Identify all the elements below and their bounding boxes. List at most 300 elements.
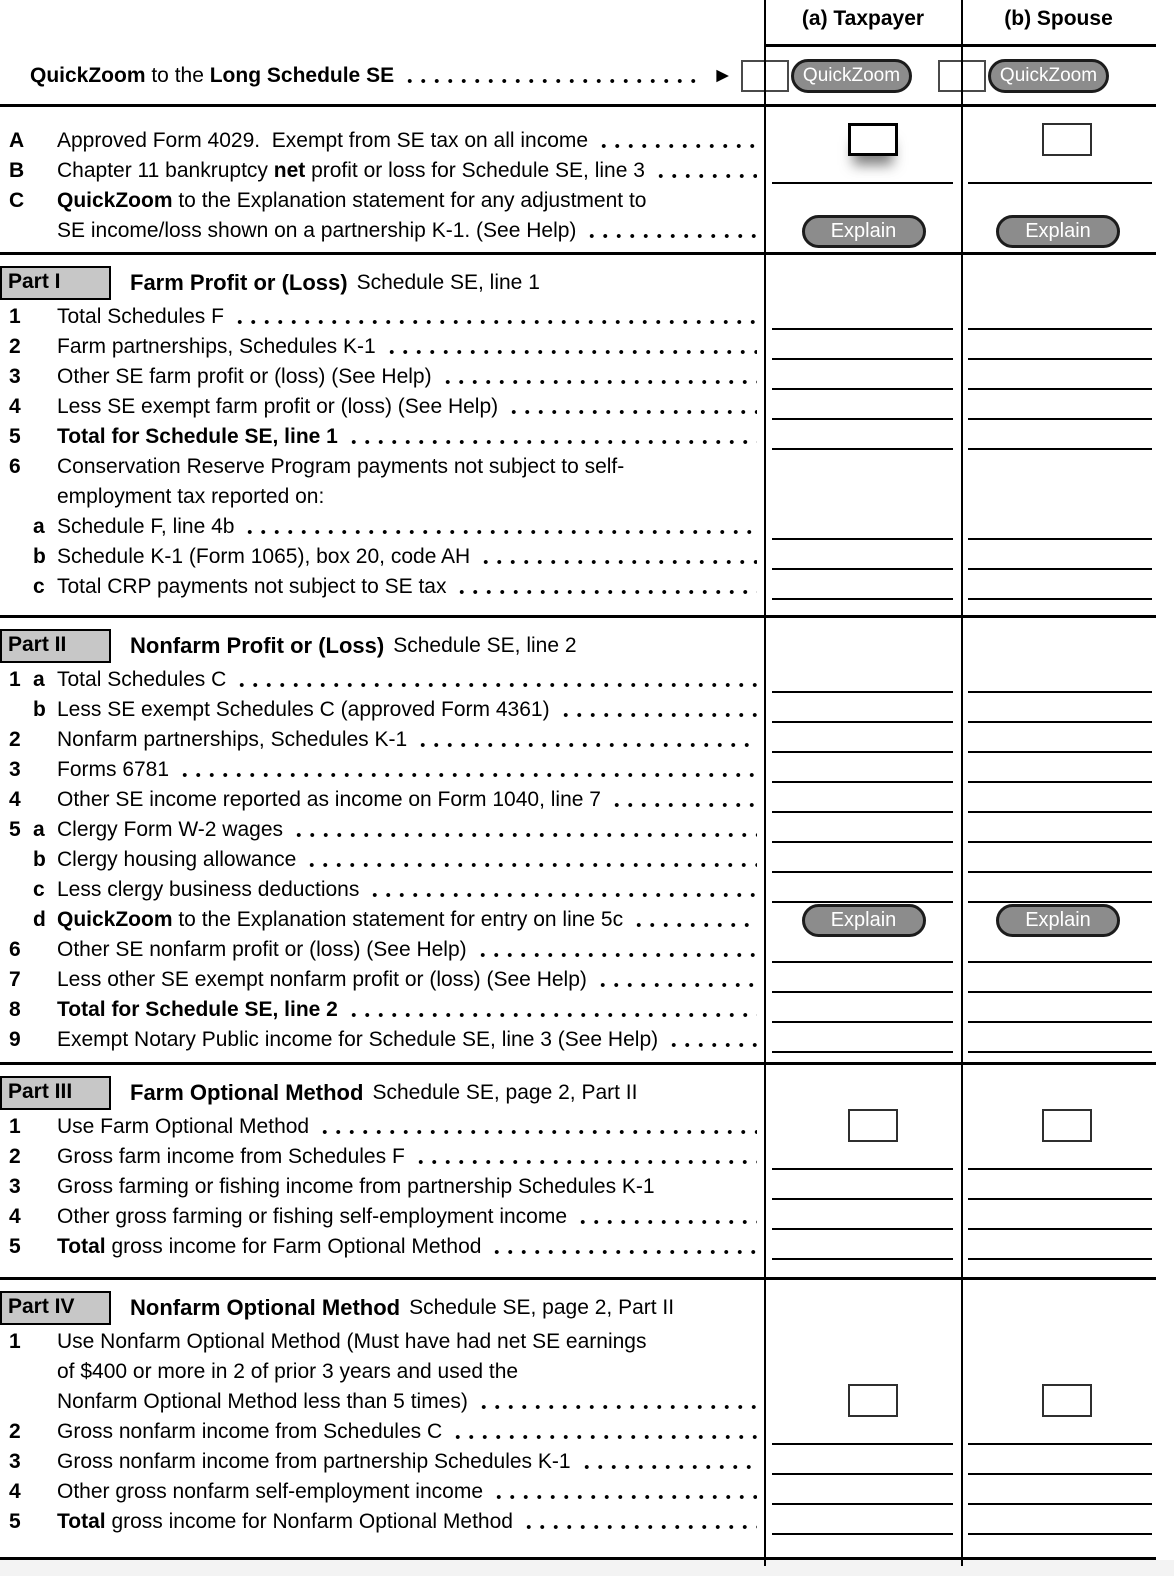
row-text: Gross farm income from Schedules F	[57, 1145, 405, 1168]
row-label	[57, 512, 765, 542]
row-text: gross income for Farm Optional Method	[105, 1235, 482, 1258]
entry-field-p3-4-spouse[interactable]	[968, 1228, 1152, 1230]
quickzoom-long-se-row	[0, 47, 1156, 107]
entry-field-p1-6b-taxpayer[interactable]	[772, 568, 953, 570]
cell-p1-2-spouse	[962, 332, 1156, 362]
entry-field-p3-2-spouse[interactable]	[968, 1168, 1152, 1170]
dotted-leader	[654, 173, 757, 179]
explain-button-C-taxpayer[interactable]: Explain	[802, 215, 926, 248]
entry-field-p2-4-spouse[interactable]	[968, 811, 1152, 813]
row-p2-5c	[0, 875, 1156, 905]
section-part4	[0, 1277, 1156, 1557]
row-text: Approved Form 4029. Exempt from SE tax on all income	[57, 129, 589, 152]
row-text: Other SE farm profit or (loss) (See Help)	[57, 365, 432, 388]
row-p3-4	[0, 1202, 1156, 1232]
quickzoom-button-taxpayer[interactable]: QuickZoom	[791, 59, 912, 93]
cell-p2-3-taxpayer	[765, 755, 962, 785]
cell-p1-3-taxpayer	[765, 362, 962, 392]
row-label	[57, 452, 765, 512]
entry-field-p1-5-taxpayer[interactable]	[772, 448, 953, 450]
entry-field-p2-2-taxpayer[interactable]	[772, 751, 953, 753]
row-letter	[33, 1142, 57, 1172]
dotted-leader	[492, 1494, 757, 1500]
dotted-leader	[596, 982, 757, 988]
row-text: Clergy Form W-2 wages	[57, 818, 283, 841]
row-text: gross income for Nonfarm Optional Method	[105, 1510, 513, 1533]
row-number: A	[9, 129, 25, 152]
row-label	[57, 1112, 765, 1142]
cell-p1-6b-spouse	[962, 542, 1156, 572]
cell-p1-3-spouse	[962, 362, 1156, 392]
row-text: Gross nonfarm income from partnership Schedules K-1	[57, 1450, 571, 1473]
cell-p1-2-taxpayer	[765, 332, 962, 362]
entry-field-p4-3-spouse[interactable]	[968, 1473, 1152, 1475]
row-letter	[33, 1417, 57, 1447]
row-number: 2	[9, 1420, 21, 1443]
cell-p1-1-spouse	[962, 302, 1156, 332]
row-label	[57, 542, 765, 572]
cell-p2-9-spouse	[962, 1025, 1156, 1055]
row-letter	[33, 1477, 57, 1507]
cell-A-taxpayer	[765, 126, 962, 156]
row-A	[0, 126, 1156, 156]
row-number: B	[9, 159, 25, 182]
row-p2-9	[0, 1025, 1156, 1055]
row-letter: d	[33, 908, 46, 931]
cell-p2-4-taxpayer	[765, 785, 962, 815]
cell-p2-9-taxpayer	[765, 1025, 962, 1055]
row-letter: c	[33, 575, 45, 598]
cell-p1-4-spouse	[962, 392, 1156, 422]
row-number: 6	[9, 938, 21, 961]
entry-field-p2-5a-taxpayer[interactable]	[772, 841, 953, 843]
quickzoom-long-se-label	[0, 61, 735, 91]
row-letter	[33, 392, 57, 422]
cell-p2-5b-taxpayer	[765, 845, 962, 875]
entry-field-p1-6c-spouse[interactable]	[968, 598, 1152, 600]
row-text: Less SE exempt Schedules C (approved Form 4361)	[57, 698, 550, 721]
row-number: 2	[9, 1145, 21, 1168]
entry-field-p1-5-spouse[interactable]	[968, 448, 1152, 450]
row-p4-5	[0, 1507, 1156, 1537]
cell-p4-1-spouse	[962, 1387, 1156, 1417]
row-letter: a	[33, 818, 45, 841]
entry-field-p2-5a-spouse[interactable]	[968, 841, 1152, 843]
row-number: 1	[9, 1330, 21, 1353]
column-divider-taxpayer	[764, 0, 766, 1566]
row-number	[0, 845, 33, 875]
row-text: profit or loss for Schedule SE, line 3	[305, 159, 645, 182]
row-text: Total Schedules F	[57, 305, 224, 328]
row-p2-5a	[0, 815, 1156, 845]
row-text: Total for Schedule SE, line 2	[57, 998, 338, 1021]
entry-field-p2-1b-taxpayer[interactable]	[772, 721, 953, 723]
entry-field-p1-6a-taxpayer[interactable]	[772, 538, 953, 540]
row-B	[0, 156, 1156, 186]
row-number: 8	[9, 998, 21, 1021]
entry-field-p2-5b-taxpayer[interactable]	[772, 871, 953, 873]
row-text: Exempt Notary Public income for Schedule SE, line 3 (See Help)	[57, 1028, 659, 1051]
row-text: Farm partnerships, Schedules K-1	[57, 335, 376, 358]
row-letter	[33, 725, 57, 755]
row-number: 3	[9, 365, 21, 388]
quickzoom-arrow-icon: ►	[712, 63, 733, 87]
row-label	[57, 1142, 765, 1172]
cell-p2-5c-taxpayer	[765, 875, 962, 905]
dotted-leader	[576, 1219, 757, 1225]
cell-p2-3-spouse	[962, 755, 1156, 785]
entry-field-p1-1-taxpayer[interactable]	[772, 328, 953, 330]
entry-field-p2-3-taxpayer[interactable]	[772, 781, 953, 783]
row-letter	[33, 1202, 57, 1232]
row-number: 4	[9, 1205, 21, 1228]
cell-p3-3-spouse	[962, 1172, 1156, 1202]
cell-C-spouse	[962, 216, 1156, 246]
part-header-part3	[0, 1076, 1156, 1110]
row-label	[57, 422, 765, 452]
checkbox-p3-1-spouse[interactable]	[1042, 1109, 1092, 1142]
entry-field-B-taxpayer[interactable]	[772, 182, 953, 184]
row-letter	[33, 156, 57, 186]
cell-p1-6a-taxpayer	[765, 512, 962, 542]
row-number: 2	[9, 728, 21, 751]
cell-p1-6-spouse	[962, 482, 1156, 512]
dotted-leader	[243, 529, 757, 535]
cell-p1-4-taxpayer	[765, 392, 962, 422]
row-label	[57, 302, 765, 332]
cell-p2-5a-taxpayer	[765, 815, 962, 845]
row-p2-8	[0, 995, 1156, 1025]
entry-field-p2-5c-spouse[interactable]	[968, 901, 1152, 903]
row-label	[57, 695, 765, 725]
row-p2-6	[0, 935, 1156, 965]
entry-field-p1-6a-spouse[interactable]	[968, 538, 1152, 540]
entry-field-p2-3-spouse[interactable]	[968, 781, 1152, 783]
row-number: 9	[9, 1028, 21, 1051]
entry-field-p1-2-spouse[interactable]	[968, 358, 1152, 360]
cell-p4-5-taxpayer	[765, 1507, 962, 1537]
row-text: Total	[57, 1235, 106, 1258]
cell-p3-2-spouse	[962, 1142, 1156, 1172]
window-footer-strip	[0, 1560, 1174, 1576]
row-text: Schedule K-1 (Form 1065), box 20, code AH	[57, 545, 471, 568]
row-letter	[33, 1447, 57, 1477]
cell-p2-5c-spouse	[962, 875, 1156, 905]
section-part3	[0, 1062, 1156, 1277]
cell-p3-4-spouse	[962, 1202, 1156, 1232]
entry-field-p2-4-taxpayer[interactable]	[772, 811, 953, 813]
row-letter	[33, 1327, 57, 1417]
entry-field-p2-1a-spouse[interactable]	[968, 691, 1152, 693]
dotted-leader	[233, 319, 757, 325]
row-label	[57, 332, 765, 362]
row-p1-3	[0, 362, 1156, 392]
dotted-leader	[347, 1012, 757, 1018]
cell-p2-1a-taxpayer	[765, 665, 962, 695]
row-label	[57, 845, 765, 875]
entry-field-p2-8-spouse[interactable]	[968, 1021, 1152, 1023]
entry-field-p4-4-spouse[interactable]	[968, 1503, 1152, 1505]
row-label	[57, 965, 765, 995]
entry-field-p4-2-taxpayer[interactable]	[772, 1443, 953, 1445]
section-part2	[0, 615, 1156, 1062]
row-letter	[33, 995, 57, 1025]
row-text: QuickZoom	[57, 908, 173, 931]
checkbox-p3-1-taxpayer[interactable]	[848, 1109, 898, 1142]
entry-field-p1-4-taxpayer[interactable]	[772, 418, 953, 420]
row-label	[57, 1025, 765, 1055]
dotted-leader	[318, 1129, 757, 1135]
cell-p2-6-taxpayer	[765, 935, 962, 965]
entry-field-p3-3-spouse[interactable]	[968, 1198, 1152, 1200]
row-p4-2	[0, 1417, 1156, 1447]
row-letter	[33, 126, 57, 156]
cell-p3-2-taxpayer	[765, 1142, 962, 1172]
row-letter	[33, 935, 57, 965]
explain-button-C-spouse[interactable]: Explain	[996, 215, 1120, 248]
entry-field-p3-4-taxpayer[interactable]	[772, 1228, 953, 1230]
row-text: Less clergy business deductions	[57, 878, 360, 901]
row-text: Gross nonfarm income from Schedules C	[57, 1420, 443, 1443]
row-number: 2	[9, 335, 21, 358]
checkbox-p4-1-taxpayer[interactable]	[848, 1384, 898, 1417]
part-header-part4	[0, 1291, 1156, 1325]
cell-p2-5b-spouse	[962, 845, 1156, 875]
dotted-leader	[414, 1159, 757, 1165]
checkbox-A-taxpayer[interactable]	[848, 123, 898, 156]
row-label	[57, 1202, 765, 1232]
row-label	[57, 935, 765, 965]
entry-field-p3-5-taxpayer[interactable]	[772, 1258, 953, 1260]
row-letter	[33, 1025, 57, 1055]
entry-field-B-spouse[interactable]	[968, 182, 1152, 184]
row-letter	[33, 452, 57, 512]
row-text: employment tax reported on:	[57, 485, 325, 508]
row-text: Total for Schedule SE, line 1	[57, 425, 338, 448]
row-label	[57, 1417, 765, 1447]
checkbox-A-spouse[interactable]	[1042, 123, 1092, 156]
entry-field-p3-3-taxpayer[interactable]	[772, 1198, 953, 1200]
row-text: net	[273, 159, 306, 182]
entry-field-p1-3-taxpayer[interactable]	[772, 388, 953, 390]
entry-field-p4-4-taxpayer[interactable]	[772, 1503, 953, 1505]
entry-field-p2-7-spouse[interactable]	[968, 991, 1152, 993]
cell-p4-5-spouse	[962, 1507, 1156, 1537]
cell-p4-1-taxpayer	[765, 1387, 962, 1417]
cell-p1-6a-spouse	[962, 512, 1156, 542]
quickzoom-button-spouse[interactable]: QuickZoom	[988, 59, 1109, 93]
row-number: C	[9, 189, 25, 212]
entry-field-p2-9-taxpayer[interactable]	[772, 1051, 953, 1053]
entry-field-p2-1a-taxpayer[interactable]	[772, 691, 953, 693]
row-p1-2	[0, 332, 1156, 362]
row-label	[57, 875, 765, 905]
row-number	[0, 875, 33, 905]
cell-p1-6-taxpayer	[765, 482, 962, 512]
cell-p2-1a-spouse	[962, 665, 1156, 695]
row-p1-6c	[0, 572, 1156, 602]
cell-p2-6-spouse	[962, 935, 1156, 965]
dotted-leader	[632, 922, 757, 928]
row-number	[0, 695, 33, 725]
row-letter	[33, 965, 57, 995]
entry-field-p2-7-taxpayer[interactable]	[772, 991, 953, 993]
dotted-leader	[451, 1434, 757, 1440]
entry-field-p1-2-taxpayer[interactable]	[772, 358, 953, 360]
row-number	[0, 542, 33, 572]
row-letter: b	[33, 545, 46, 568]
row-label	[57, 725, 765, 755]
row-label	[57, 755, 765, 785]
dotted-leader	[235, 682, 757, 688]
row-text: Clergy housing allowance	[57, 848, 297, 871]
part-title: Farm Optional Method	[130, 1080, 364, 1105]
entry-field-p2-5c-taxpayer[interactable]	[772, 901, 953, 903]
row-number: 5	[9, 1510, 21, 1533]
cell-p2-2-spouse	[962, 725, 1156, 755]
row-p2-1b	[0, 695, 1156, 725]
entry-field-p2-8-taxpayer[interactable]	[772, 1021, 953, 1023]
cell-p3-5-spouse	[962, 1232, 1156, 1262]
row-text: Forms 6781	[57, 758, 170, 781]
row-label	[57, 572, 765, 602]
dotted-leader	[585, 233, 757, 239]
part-subtitle: Schedule SE, page 2, Part II	[409, 1296, 675, 1319]
entry-field-p2-6-taxpayer[interactable]	[772, 961, 953, 963]
row-number: 6	[9, 455, 21, 478]
row-text: to the Explanation statement for any adjustment to	[172, 189, 647, 212]
row-text: Gross farming or fishing income from partnership Schedules K-1	[57, 1175, 655, 1198]
part-subtitle: Schedule SE, page 2, Part II	[372, 1081, 638, 1104]
entry-field-p2-2-spouse[interactable]	[968, 751, 1152, 753]
entry-field-p3-2-taxpayer[interactable]	[772, 1168, 953, 1170]
row-letter	[33, 1172, 57, 1202]
cell-p2-4-spouse	[962, 785, 1156, 815]
row-number: 4	[9, 788, 21, 811]
row-number	[0, 512, 33, 542]
dotted-leader	[441, 379, 757, 385]
entry-field-p1-4-spouse[interactable]	[968, 418, 1152, 420]
row-text: Total	[57, 1510, 106, 1533]
dotted-leader	[403, 78, 700, 84]
dotted-leader	[416, 742, 757, 748]
part-label: Part II	[0, 629, 111, 663]
row-letter	[33, 362, 57, 392]
part-label: Part IV	[0, 1291, 111, 1325]
cell-p2-5a-spouse	[962, 815, 1156, 845]
entry-field-p3-5-spouse[interactable]	[968, 1258, 1152, 1260]
row-letter	[33, 302, 57, 332]
entry-field-p4-2-spouse[interactable]	[968, 1443, 1152, 1445]
row-letter: b	[33, 698, 46, 721]
row-label	[57, 156, 765, 186]
checkbox-p4-1-spouse[interactable]	[1042, 1384, 1092, 1417]
column-header-row	[0, 0, 1156, 47]
cell-B-spouse	[962, 156, 1156, 186]
row-letter	[33, 186, 57, 246]
dotted-leader	[490, 1249, 757, 1255]
dotted-leader	[580, 1464, 757, 1470]
column-header-underline	[764, 44, 1156, 47]
row-label	[57, 665, 765, 695]
explain-button-p2-5d-spouse[interactable]: Explain	[996, 904, 1120, 937]
row-letter	[33, 332, 57, 362]
row-text: QuickZoom	[57, 189, 173, 212]
row-p2-4	[0, 785, 1156, 815]
row-letter: c	[33, 878, 45, 901]
row-p4-3	[0, 1447, 1156, 1477]
row-p4-4	[0, 1477, 1156, 1507]
dotted-leader	[559, 712, 757, 718]
row-number: 3	[9, 758, 21, 781]
row-letter: a	[33, 515, 45, 538]
row-text: Less SE exempt farm profit or (loss) (See Help)	[57, 395, 499, 418]
row-number: 7	[9, 968, 21, 991]
quickzoom-label-bold: QuickZoom	[30, 63, 146, 87]
cell-p1-1-taxpayer	[765, 302, 962, 332]
row-number: 1	[9, 1115, 21, 1138]
row-label	[57, 995, 765, 1025]
entry-field-p2-6-spouse[interactable]	[968, 961, 1152, 963]
row-label	[57, 392, 765, 422]
row-text: Schedule F, line 4b	[57, 515, 235, 538]
row-p2-5b	[0, 845, 1156, 875]
row-text: Total Schedules C	[57, 668, 227, 691]
row-letter	[33, 1232, 57, 1262]
quickzoom-label-mid: to the	[145, 63, 210, 87]
entry-field-p4-5-taxpayer[interactable]	[772, 1533, 953, 1535]
entry-field-p1-1-spouse[interactable]	[968, 328, 1152, 330]
row-p1-6a	[0, 512, 1156, 542]
dotted-leader	[292, 832, 757, 838]
row-number: 4	[9, 395, 21, 418]
dotted-leader	[610, 802, 757, 808]
column-header-spouse: (b) Spouse	[1004, 7, 1113, 30]
part-header-part2	[0, 629, 1156, 663]
cell-p4-3-spouse	[962, 1447, 1156, 1477]
entry-field-p1-6b-spouse[interactable]	[968, 568, 1152, 570]
row-label	[57, 1232, 765, 1262]
column-divider-spouse	[961, 0, 963, 1566]
entry-field-p4-5-spouse[interactable]	[968, 1533, 1152, 1535]
dotted-leader	[347, 439, 757, 445]
cell-C-taxpayer	[765, 216, 962, 246]
row-letter	[33, 422, 57, 452]
explain-button-p2-5d-taxpayer[interactable]: Explain	[802, 904, 926, 937]
entry-field-p1-3-spouse[interactable]	[968, 388, 1152, 390]
row-C	[0, 186, 1156, 246]
entry-field-p2-1b-spouse[interactable]	[968, 721, 1152, 723]
cell-A-spouse	[962, 126, 1156, 156]
entry-field-p4-3-taxpayer[interactable]	[772, 1473, 953, 1475]
dotted-leader	[476, 952, 757, 958]
cell-p4-4-taxpayer	[765, 1477, 962, 1507]
entry-field-p2-9-spouse[interactable]	[968, 1051, 1152, 1053]
row-text: of $400 or more in 2 of prior 3 years and used the	[57, 1360, 519, 1383]
cell-p2-5d-taxpayer	[765, 905, 962, 935]
cell-p2-7-spouse	[962, 965, 1156, 995]
row-p3-1	[0, 1112, 1156, 1142]
dotted-leader	[385, 349, 757, 355]
entry-field-p1-6c-taxpayer[interactable]	[772, 598, 953, 600]
entry-field-p2-5b-spouse[interactable]	[968, 871, 1152, 873]
part-label: Part I	[0, 266, 111, 300]
row-number: 5	[9, 1235, 21, 1258]
row-letter	[33, 1112, 57, 1142]
row-p1-6	[0, 452, 1156, 512]
dotted-leader	[522, 1524, 757, 1530]
cell-p2-1b-spouse	[962, 695, 1156, 725]
